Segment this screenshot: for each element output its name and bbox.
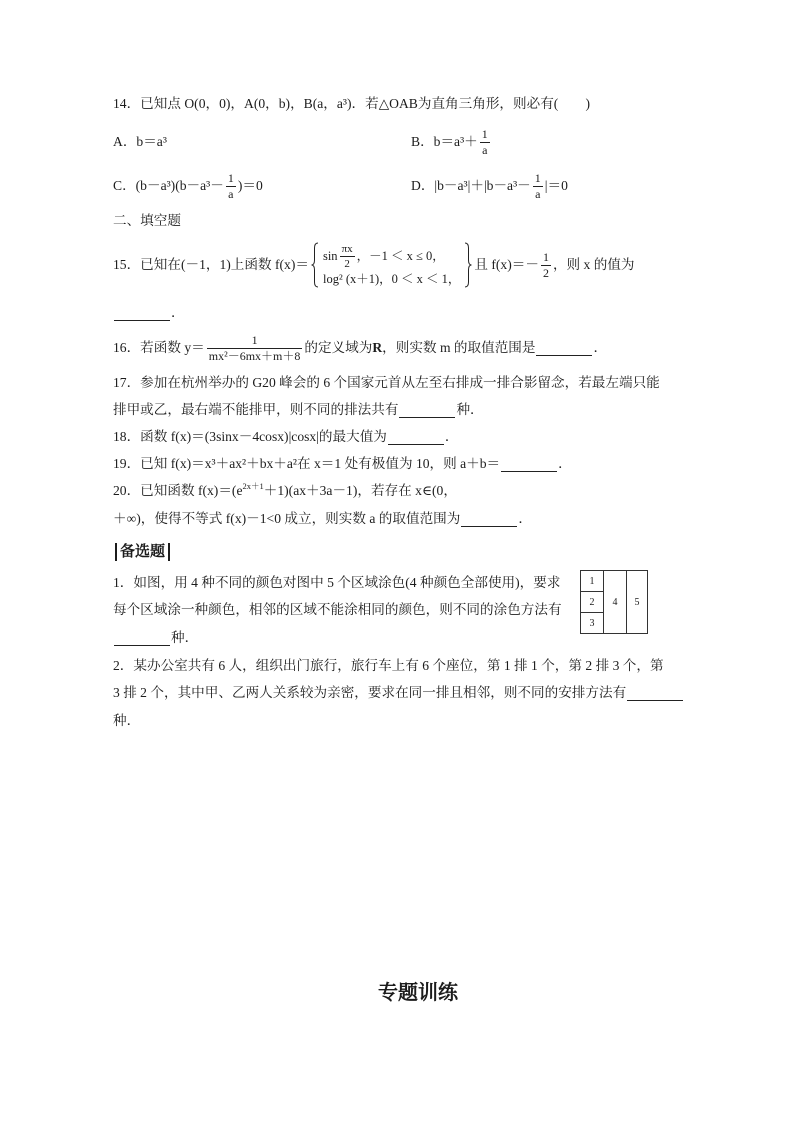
q15-prefix: 15．已知在(－1，1)上函数 f(x)＝ — [113, 257, 309, 272]
answer-blank — [536, 340, 592, 356]
q14-option-b-fraction — [480, 128, 490, 157]
piecewise-cases — [319, 243, 464, 288]
q18-text: 18．函数 f(x)＝(3sinx－4cosx)|cosx|的最大值为 — [113, 429, 387, 444]
q17-end: 种． — [456, 402, 484, 417]
q17-line-1 — [113, 373, 660, 393]
q16 — [113, 333, 607, 363]
b1-line-1-text: 1．如图，用 4 种不同的颜色对图中 5 个区域涂色(4 种颜色全部使用)，要求 — [113, 575, 561, 590]
q14-option-b — [411, 126, 492, 158]
case-1-condition: ，－1 ＜ x ≤ 0， — [356, 249, 445, 263]
fraction-denominator: 2 — [340, 256, 355, 270]
q18 — [113, 427, 459, 447]
q14-option-b-prefix: B．b＝a³＋ — [411, 134, 478, 149]
answer-blank — [114, 305, 170, 321]
q14-option-c-fraction — [226, 172, 236, 201]
q20-exponent: 2x＋1 — [242, 481, 264, 491]
q20-rest: ＋1)(ax＋3a－1)，若存在 x∈(0， — [263, 483, 457, 498]
q17-line-1-text: 17．参加在杭州举办的 G20 峰会的 6 个国家元首从左至右排成一排合影留念，若最左端只能 — [113, 375, 660, 390]
q16-end: ． — [593, 340, 608, 355]
q20-end: ． — [518, 511, 532, 526]
q14-stem — [113, 94, 590, 114]
q16-prefix: 16．若函数 y＝ — [113, 340, 205, 355]
region-3: 3 — [581, 613, 604, 633]
answer-blank — [388, 429, 444, 445]
q16-suffix: ，则实数 m 的取值范围是 — [382, 340, 536, 355]
b1-end: 种． — [171, 630, 199, 645]
q18-end: ． — [444, 429, 459, 444]
piecewise-function — [311, 242, 472, 288]
b2-line-1 — [113, 656, 664, 676]
q20-line-2-text: ＋∞)，使得不等式 f(x)－1<0 成立，则实数 a 的取值范围为 — [113, 511, 461, 526]
q20-line-1-text — [113, 481, 457, 501]
right-brace-icon — [464, 242, 472, 288]
b2-line-2-text: 3 排 2 个，其中甲、乙两人关系较为亲密，要求在同一排且相邻，则不同的安排方法有 — [113, 685, 627, 700]
section-title: 二、填空题 — [113, 213, 181, 228]
answer-blank — [501, 456, 557, 472]
piecewise-case-1 — [323, 243, 460, 270]
q19-text: 19．已知 f(x)＝x³＋ax²＋bx＋a²在 x＝1 处有极值为 10，则 a＋b＝ — [113, 456, 501, 471]
answer-blank — [399, 402, 455, 418]
region-2: 2 — [581, 592, 604, 613]
fraction-numerator: 1 — [227, 170, 234, 185]
fraction-numerator: πx — [341, 242, 353, 255]
q20-prefix: 20．已知函数 f(x)＝(e — [113, 483, 243, 498]
fraction-numerator: 1 — [542, 249, 549, 264]
b2-line-1-text: 2．某办公室共有 6 人，组织出门旅行，旅行车上有 6 个座位，第 1 排 1 个，第 2 排 3 个，第 — [113, 658, 664, 673]
q14-option-d-fraction — [533, 172, 543, 201]
fraction-numerator: 1 — [534, 170, 541, 185]
q14-option-d-suffix: |＝0 — [544, 178, 568, 193]
region-4: 4 — [604, 571, 627, 633]
q15-suffix: ，则 x 的值为 — [552, 257, 635, 272]
section-fill-in-header — [113, 211, 181, 231]
answer-blank — [114, 630, 170, 646]
b1-line-1 — [113, 573, 560, 593]
q16-real-set-symbol: R — [372, 340, 383, 355]
q15-mid: 且 f(x)＝－ — [474, 257, 539, 272]
q14-option-d-prefix: D．|b－a³|＋|b－a³－ — [411, 178, 531, 193]
q14-option-c-suffix: )＝0 — [237, 178, 263, 193]
q14-stem-text: 14．已知点 O(0，0)，A(0，b)，B(a，a³)．若△OAB为直角三角形，则必有( ) — [113, 96, 591, 111]
region-1: 1 — [581, 571, 604, 592]
q17-line-2-text: 排甲或乙，最右端不能排甲，则不同的排法共有 — [113, 402, 399, 417]
b1-line-2 — [113, 600, 562, 620]
b1-line-3 — [113, 628, 198, 648]
q20-line-2 — [113, 509, 532, 529]
fraction-denominator: a — [533, 186, 543, 201]
q14-option-d — [411, 170, 568, 202]
fraction-numerator: 1 — [481, 126, 488, 141]
q17-line-2 — [113, 400, 484, 420]
q14-option-c-prefix: C．(b－a³)(b－a³－ — [113, 178, 224, 193]
footer-heading: 专题训练 — [378, 982, 458, 1004]
q14-option-a — [113, 126, 167, 158]
piecewise-case-2 — [323, 270, 460, 288]
answer-blank — [627, 685, 683, 701]
left-brace-icon — [311, 242, 319, 288]
q19-end: ． — [558, 456, 572, 471]
coloring-regions-figure — [580, 570, 648, 634]
b2-line-3 — [113, 711, 140, 731]
region-5: 5 — [634, 596, 640, 608]
q20-line-1 — [113, 481, 457, 501]
fraction-numerator: 1 — [251, 332, 258, 347]
case-1-function: sin — [322, 249, 338, 263]
q15-end: ． — [171, 305, 185, 320]
q15-answer-line — [113, 303, 185, 323]
q15 — [113, 241, 635, 289]
b2-line-2 — [113, 683, 684, 703]
q14-option-a-text: A．b＝a³ — [113, 134, 167, 149]
fraction-denominator: mx²－6mx＋m＋8 — [208, 348, 301, 363]
q19 — [113, 454, 572, 474]
backup-section-header — [113, 542, 170, 562]
case-2-text: log² (x＋1)，0 ＜ x ＜ 1， — [322, 271, 461, 286]
q16-mid: 的定义域为 — [304, 340, 373, 355]
fraction-denominator: a — [480, 142, 490, 157]
backup-section-title: 备选题 — [115, 543, 170, 561]
fraction-denominator: a — [226, 186, 236, 201]
fraction-denominator: 2 — [542, 265, 549, 280]
q14-option-c — [113, 170, 263, 202]
q15-fraction — [541, 251, 551, 280]
q16-fraction — [207, 334, 303, 363]
b2-end: 种． — [113, 713, 141, 728]
answer-blank — [461, 511, 517, 527]
case-1-fraction — [340, 243, 355, 270]
b1-line-2-text: 每个区域涂一种颜色，相邻的区域不能涂相同的颜色，则不同的涂色方法有 — [113, 602, 562, 617]
